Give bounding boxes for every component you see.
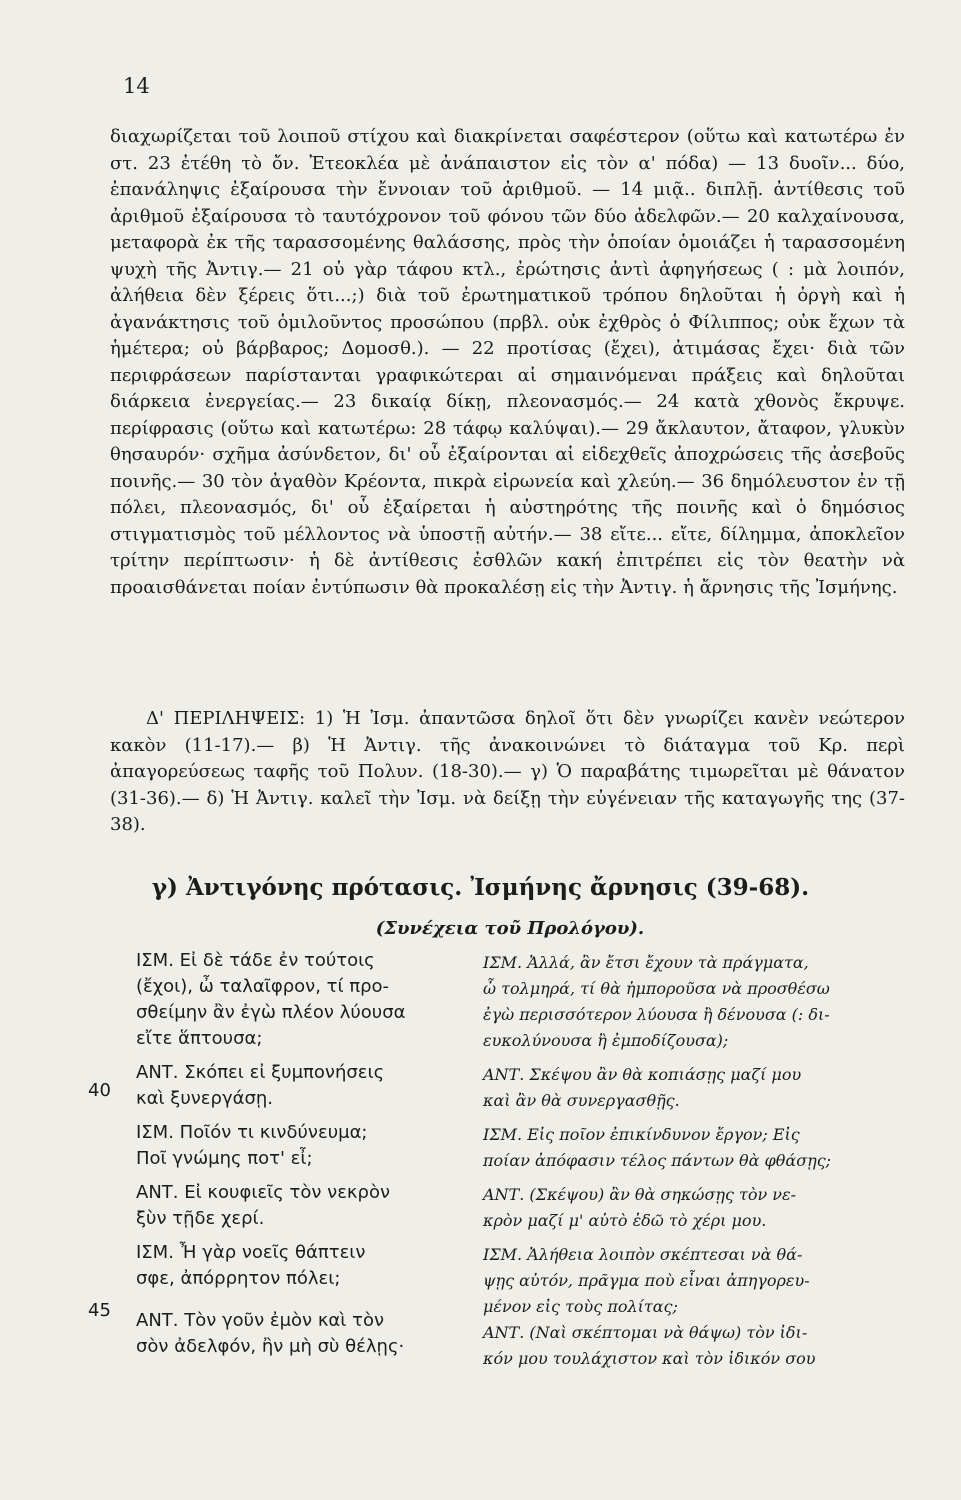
verse-line: (ἔχοι), ὦ ταλαῖφρον, τί προ- <box>136 976 390 997</box>
verse-line: σθείμην ἂν ἐγὼ πλέον λύουσα <box>136 1002 406 1023</box>
summary-section <box>110 706 905 839</box>
verse-line: σὸν ἀδελφόν, ἢν μὴ σὺ θέλῃς· <box>136 1336 405 1357</box>
translation-line: καὶ ἂν θὰ συνεργασθῇς. <box>483 1091 680 1110</box>
verse-line: Ποῖ γνώμης ποτ' εἶ; <box>136 1148 313 1169</box>
translation-line: ὦ τολμηρά, τί θὰ ἠμποροῦσα νὰ προσθέσω <box>483 979 830 998</box>
section-subtitle: (Συνέχεια τοῦ Προλόγου). <box>375 918 645 939</box>
translation-line: ευκολύνουσα ἢ ἐμποδίζουσα); <box>483 1031 729 1050</box>
verse-line: εἴτε ἅπτουσα; <box>136 1028 263 1049</box>
verse-line: ΙΣΜ. Ποῖόν τι κινδύνευμα; <box>136 1122 368 1143</box>
translation-line: ΙΣΜ. Ἀλήθεια λοιπὸν σκέπτεσαι νὰ θά- <box>483 1245 803 1264</box>
verse-line: ΑΝΤ. Εἰ κουφιεῖς τὸν νεκρὸν <box>136 1182 391 1203</box>
section-title: γ) Ἀντιγόνης πρότασις. Ἰσμήνης ἄρνησις (39-68). <box>151 874 810 901</box>
translation-line: ΙΣΜ. Εἰς ποῖον ἐπικίνδυνον ἔργον; Εἰς <box>483 1125 800 1144</box>
translation-line: ΑΝΤ. Σκέψου ἂν θὰ κοπιάσῃς μαζί μου <box>483 1065 802 1084</box>
commentary-notes <box>110 124 905 601</box>
translation-line: κόν μου τουλάχιστον καὶ τὸν ἰδικόν σου <box>483 1349 816 1368</box>
page-number: 14 <box>123 74 150 98</box>
translation-line: ΑΝΤ. (Ναὶ σκέπτομαι νὰ θάψω) τὸν ἰδι- <box>483 1323 808 1342</box>
translation-line: ψῃς αὐτόν, πρᾶγμα ποὺ εἶναι ἀπηγορευ- <box>483 1271 810 1290</box>
translation-line: ΙΣΜ. Ἀλλά, ἂν ἔτσι ἔχουν τὰ πράγματα, <box>483 953 809 972</box>
translation-line: ποίαν ἀπόφασιν τέλος πάντων θὰ φθάσῃς; <box>483 1151 832 1170</box>
commentary-paragraph: διαχωρίζεται τοῦ λοιποῦ στίχου καὶ διακρίνεται σαφέστερον (οὕτω καὶ κατωτέρω ἐν στ. 23 ἐτέθη τὸ ὄν. Ἐτεοκλέα μὲ ἀνάπαιστον εἰς τὸν α' πόδα) — 13 δυοῖν... δύο, ἐπανάληψις ἐξαίρουσα τὴν ἔννοιαν τοῦ ἀριθμοῦ. — 14 μιᾷ.. διπλῇ. ἀντίθεσις τοῦ ἀριθμοῦ ἐξαίρουσα τὸ ταυτόχρονον τοῦ φόνου τῶν δύο ἀδελφῶν.— 20 καλχαίνουσα, μεταφορὰ ἐκ τῆς ταρασσομένης θαλάσσης, πρὸς τὴν ὁποίαν ὁμοιάζει ἡ ταρασσομένη ψυχὴ τῆς Ἀντιγ.— 21 οὐ γὰρ τάφου κτλ., ἐρώτησις ἀντὶ ἀφηγήσεως ( : μὰ λοιπόν, ἀλήθεια δὲν ξέρεις ὅτι...;) διὰ τοῦ ἐρωτηματικοῦ τρόπου δηλοῦται ἡ ὀργὴ καὶ ἡ ἀγανάκτησις τοῦ ὁμιλοῦντος προσώπου (πρβλ. οὐκ ἐχθρὸς ὁ Φίλιππος; οὐκ ἔχων τὰ ἡμέτερα; οὐ βάρβαρος; Δομοσθ.). — 22 προτίσας (ἔχει), ἀτιμάσας ἔχει· διὰ τῶν περιφράσεων παρίστανται γραφικώτεραι αἱ σημαινόμεναι πράξεις καὶ δηλοῦται διάρκεια ἐνεργείας.— 23 δικαίᾳ δίκῃ, πλεονασμός.— 24 κατὰ χθονὸς ἔκρυψε. περίφρασις (οὕτω καὶ κατωτέρω: 28 τάφῳ καλύψαι).— 29 ἄκλαυτον, ἄταφον, γλυκὺν θησαυρόν· σχῆμα ἀσύνδετον, δι' οὗ ἐξαίρονται αἱ εἰδεχθεῖς ἀποχρώσεις τῆς ἀσεβοῦς ποινῆς.— 30 τὸν ἀγαθὸν Κρέοντα, πικρὰ εἰρωνεία καὶ χλεύη.— 36 δημόλευστον ἐν τῇ πόλει, πλεονασμός, δι' οὗ ἐξαίρεται ἡ αὐστηρότης τῆς ποινῆς καὶ ὁ δημόσιος στιγματισμὸς τοῦ μέλλοντος νὰ ὑποστῇ αὐτήν.— 38 εἴτε... εἴτε, δίλημμα, ἀποκλεῖον τρίτην περίπτωσιν· ἡ δὲ ἀντίθεσις ἐσθλῶν κακή ἐπιτρέπει εἰς τὸν θεατὴν νὰ προαισθάνεται ποίαν ἐντύπωσιν θὰ προκαλέσῃ εἰς τὴν Ἀντιγ. ἡ ἄρνησις τῆς Ἰσμήνης. <box>110 126 905 598</box>
greek-original-text <box>136 948 466 1360</box>
modern-greek-translation <box>483 950 903 1372</box>
line-number-45: 45 <box>88 1300 111 1321</box>
verse-line: καὶ ξυνεργάσῃ. <box>136 1088 274 1109</box>
verse-line: ΙΣΜ. Ἦ γὰρ νοεῖς θάπτειν <box>136 1242 366 1263</box>
verse-line: σφε, ἀπόρρητον πόλει; <box>136 1268 341 1289</box>
verse-line: ΑΝΤ. Σκόπει εἰ ξυμπονήσεις <box>136 1062 385 1083</box>
translation-line: ἐγὼ περισσότερον λύουσα ἢ δένουσα (: δι- <box>483 1005 830 1024</box>
translation-line: ΑΝΤ. (Σκέψου) ἂν θὰ σηκώσῃς τὸν νε- <box>483 1185 797 1204</box>
translation-line: κρὸν μαζί μ' αὐτὸ ἐδῶ τὸ χέρι μου. <box>483 1211 767 1230</box>
line-number-40: 40 <box>88 1080 111 1101</box>
verse-line: ξὺν τῇδε χερί. <box>136 1208 265 1229</box>
translation-line: μένον εἰς τοὺς πολίτας; <box>483 1297 678 1316</box>
verse-line: ΑΝΤ. Τὸν γοῦν ἐμὸν καὶ τὸν <box>136 1310 385 1331</box>
verse-line: ΙΣΜ. Εἰ δὲ τάδε ἐν τούτοις <box>136 950 375 971</box>
summary-paragraph: Δ' ΠΕΡΙΛΗΨΕΙΣ: 1) Ἡ Ἰσμ. ἀπαντῶσα δηλοῖ ὅτι δὲν γνωρίζει κανὲν νεώτερον κακὸν (11-17).— β) Ἡ Ἀντιγ. τῆς ἀνακοινώνει τὸ διάταγμα τοῦ Κρ. περὶ ἀπαγορεύσεως ταφῆς τοῦ Πολυν. (18-30).— γ) Ὁ παραβάτης τιμωρεῖται μὲ θάνατον (31-36).— δ) Ἡ Ἀντιγ. καλεῖ τὴν Ἰσμ. νὰ δείξῃ τὴν εὐγένειαν τῆς καταγωγῆς της (37-38). <box>110 708 905 835</box>
